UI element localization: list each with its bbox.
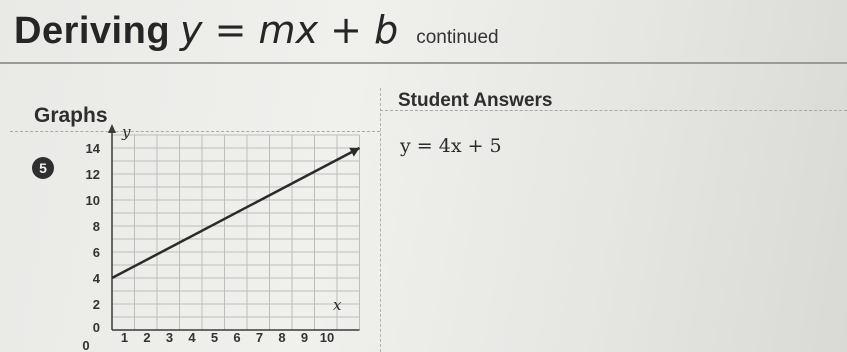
x-tick-label: 0: [82, 338, 90, 352]
equation-b: b: [374, 8, 399, 52]
equation-equals: =: [202, 8, 259, 52]
y-tick-label: 14: [85, 141, 100, 156]
problem-number-badge: 5: [32, 157, 54, 179]
x-tick-label: 9: [300, 330, 309, 345]
x-tick-label: 4: [188, 330, 196, 345]
x-axis-label: x: [333, 296, 342, 314]
x-tick-label: 1: [120, 330, 129, 345]
equation-plus: +: [318, 8, 375, 52]
equation-mx: mx: [258, 8, 319, 52]
student-answer-text: y = 4x + 5: [400, 135, 502, 157]
x-tick-label: 2: [143, 330, 151, 345]
student-answers-heading: Student Answers: [398, 90, 553, 111]
y-axis-arrow: [108, 124, 116, 133]
y-tick-label: 4: [92, 271, 100, 286]
equation-y: y: [180, 8, 203, 52]
x-tick-label: 3: [165, 330, 174, 345]
y-tick-label: 8: [92, 219, 100, 234]
x-tick-label: 5: [210, 330, 219, 345]
y-tick-label: 12: [85, 167, 100, 182]
y-tick-label: 6: [92, 245, 100, 260]
x-tick-label: 8: [278, 330, 286, 345]
y-tick-label: 0: [92, 320, 100, 335]
page-title: Deriving: [14, 10, 171, 52]
y-axis-label: y: [122, 123, 131, 141]
y-tick-label: 2: [92, 297, 100, 312]
y-tick-label: 10: [85, 193, 100, 208]
x-tick-label: 7: [255, 330, 264, 345]
title-subtitle: continued: [416, 27, 499, 48]
x-tick-label: 6: [233, 330, 241, 345]
graphs-heading: Graphs: [34, 104, 108, 127]
x-tick-label: 10: [319, 330, 335, 345]
